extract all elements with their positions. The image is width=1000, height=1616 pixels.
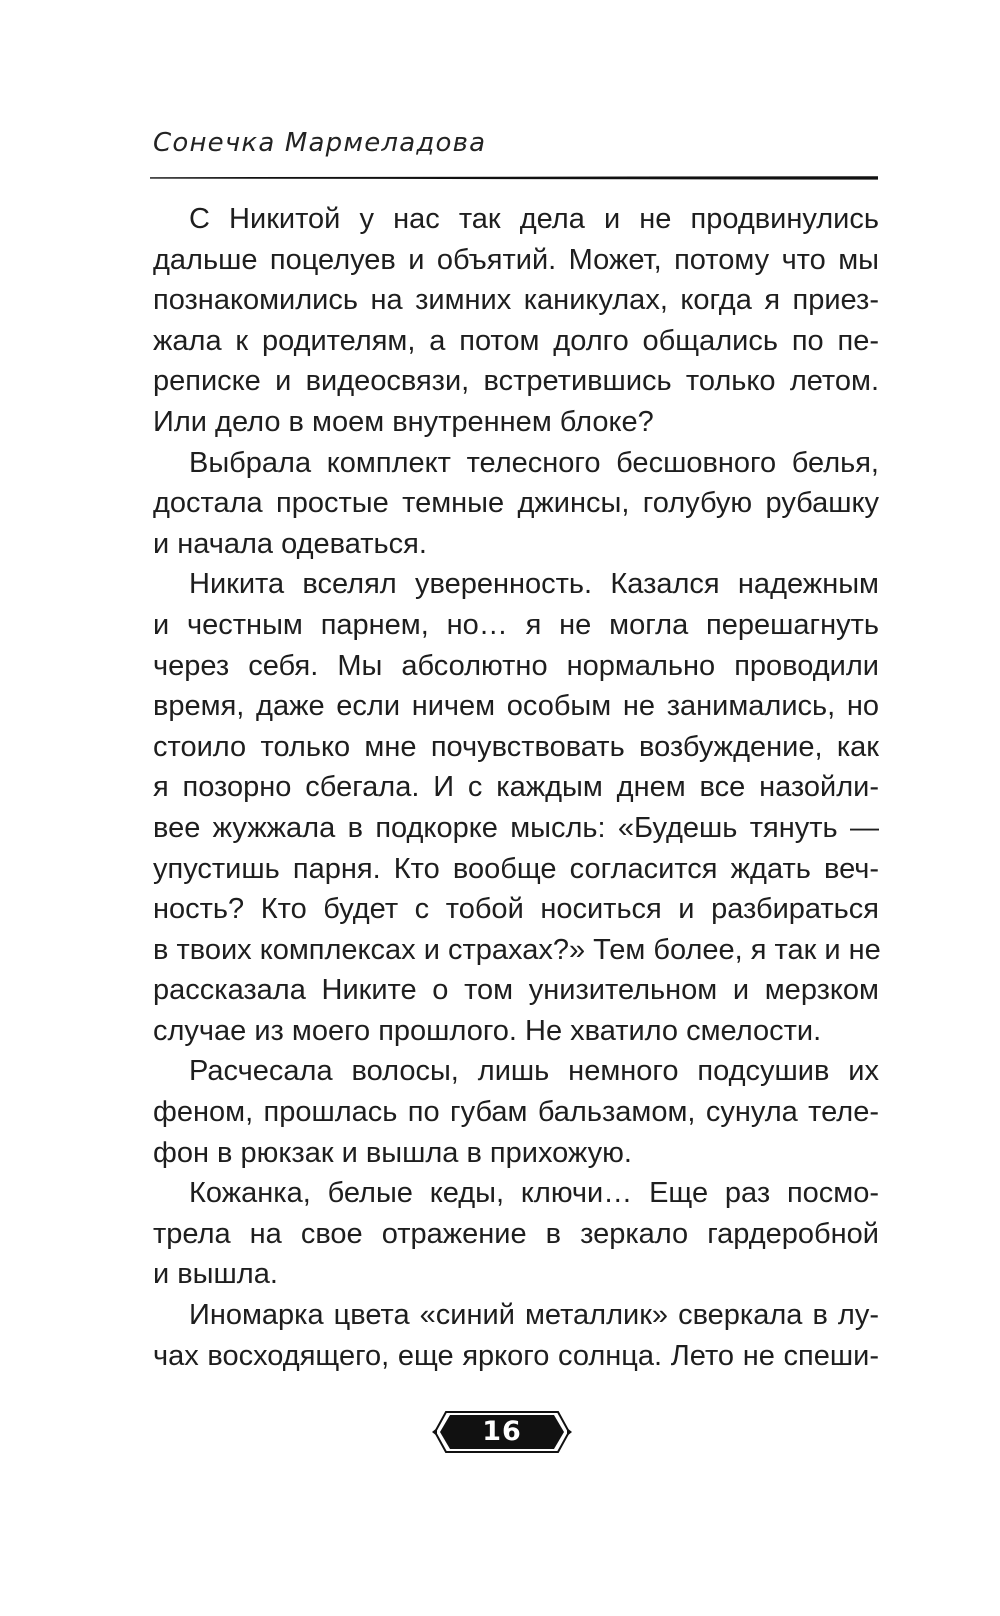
paragraph — [153, 564, 879, 1051]
text-line: познакомились на зимних каникулах, когда я приез- — [153, 284, 879, 317]
paragraph — [153, 1295, 879, 1376]
text-line: Или дело в моем внутреннем блоке? — [153, 405, 654, 438]
paragraph — [153, 1173, 879, 1295]
text-line: ность? Кто будет с тобой носиться и разбираться — [153, 893, 879, 926]
text-line: случае из моего прошлого. Не хватило смелости. — [153, 1014, 822, 1047]
text-line: фон в рюкзак и вышла в прихожую. — [153, 1136, 632, 1169]
page-number: 16 — [482, 1416, 522, 1447]
text-line: и начала одеваться. — [153, 527, 427, 560]
text-line: Выбрала комплект телесного бесшовного белья, — [189, 446, 879, 479]
running-header: Сонечка Мармеладова — [153, 128, 487, 158]
text-line: феном, прошлась по губам бальзамом, сунула теле- — [153, 1096, 879, 1129]
text-line: через себя. Мы абсолютно нормально проводили — [153, 649, 879, 682]
text-line: вее жужжала в подкорке мысль: «Будешь тянуть — — [153, 811, 879, 844]
text-line: и вышла. — [153, 1258, 278, 1291]
text-line: трела на свое отражение в зеркало гардеробной — [153, 1217, 879, 1250]
text-line: С Никитой у нас так дела и не продвинулись — [189, 203, 879, 235]
paragraph — [153, 1051, 879, 1173]
text-body — [153, 199, 879, 1376]
text-line: Иномарка цвета «синий металлик» сверкала в лу- — [189, 1299, 879, 1332]
paragraph — [153, 199, 879, 443]
text-line: я позорно сбегала. И с каждым днем все назойли- — [153, 771, 879, 804]
text-line: стоило только мне почувствовать возбуждение, как — [153, 730, 879, 763]
text-line: Никита вселял уверенность. Казался надежным — [189, 568, 879, 601]
text-line: жала к родителям, а потом долго общались по пе- — [153, 324, 879, 357]
text-line: Кожанка, белые кеды, ключи… Еще раз посмо- — [189, 1177, 879, 1210]
paragraph — [153, 443, 879, 565]
text-line: время, даже если ничем особым не занимались, но — [153, 690, 879, 723]
text-line: достала простые темные джинсы, голубую рубашку — [153, 487, 879, 520]
text-line: рассказала Никите о том унизительном и мерзком — [153, 974, 879, 1007]
text-line: чах восходящего, еще яркого солнца. Лето не спеши- — [153, 1339, 879, 1372]
text-line: реписке и видеосвязи, встретившись только летом. — [153, 365, 879, 398]
text-line: упустишь парня. Кто вообще согласится ждать веч- — [153, 852, 879, 885]
text-line: в твоих комплексах и страхах?» Тем более, я так и не — [153, 933, 881, 966]
text-line: дальше поцелуев и объятий. Может, потому что мы — [153, 243, 879, 276]
header-rule — [150, 173, 878, 185]
text-line: и честным парнем, но… я не могла перешагнуть — [153, 608, 879, 641]
text-line: Расчесала волосы, лишь немного подсушив их — [189, 1055, 879, 1088]
